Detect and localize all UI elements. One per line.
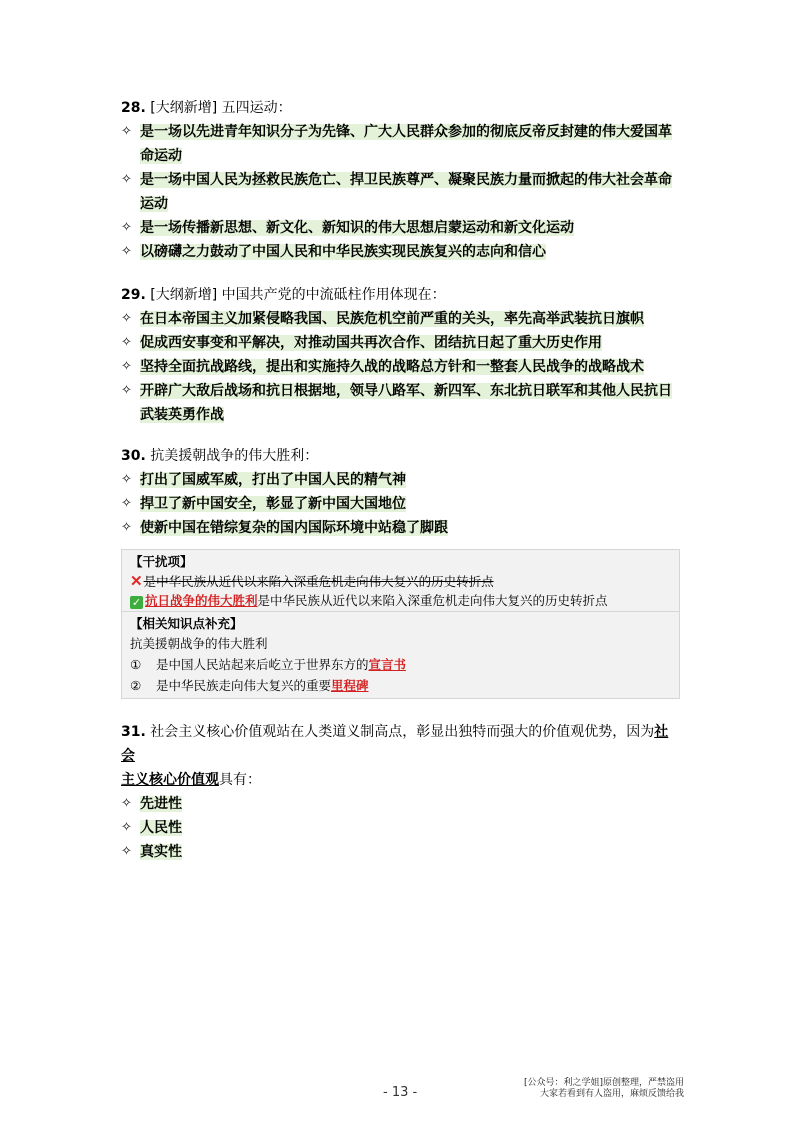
list-item: ✧ 在日本帝国主义加紧侵略我国、民族危机空前严重的关头，率先高举武装抗日旗帜 [121, 307, 681, 331]
diamond-star-icon: ✧ [121, 359, 132, 374]
list-item: ✧ 人民性 [121, 816, 681, 840]
related-subject: 抗美援朝战争的伟大胜利 [130, 636, 268, 651]
list-item: ✧ 促成西安事变和平解决，对推动国共再次合作、团结抗日起了重大历史作用 [121, 331, 681, 355]
cross-icon: ✕ [130, 572, 143, 590]
note-box [121, 549, 680, 699]
diamond-star-icon: ✧ [121, 335, 132, 350]
distractor-heading: 【干扰项】 [130, 554, 193, 569]
list-item: ✧ 是一场传播新思想、新文化、新知识的伟大思想启蒙运动和新文化运动 [121, 216, 681, 240]
diamond-star-icon: ✧ [121, 496, 132, 511]
question-31 [121, 720, 681, 864]
question-31-title: 31. 社会主义核心价值观站在人类道义制高点，彰显出独特而强大的价值观优势，因为社会 主义核心价值观具有： [121, 724, 669, 788]
diamond-star-icon: ✧ [121, 124, 132, 139]
list-item: ✧ 以磅礴之力鼓动了中国人民和中华民族实现民族复兴的志向和信心 [121, 240, 681, 264]
question-29-title: 29. [大纲新增] 中国共产党的中流砥柱作用体现在： [121, 287, 446, 303]
question-28 [121, 96, 681, 264]
diamond-star-icon: ✧ [121, 844, 132, 859]
list-item: ✧ 真实性 [121, 840, 681, 864]
diamond-star-icon: ✧ [121, 244, 132, 259]
copyright-note: [公众号：利之学姐]原创整理，严禁盗用 大家若看到有人盗用，麻烦反馈给我 [523, 1078, 684, 1099]
correct-statement: ✓ 抗日战争的伟大胜利是中华民族从近代以来陷入深重危机走向伟大复兴的历史转折点 [131, 593, 608, 609]
list-item: ✧ 是一场中国人民为拯救民族危亡、捍卫民族尊严、凝聚民族力量而掀起的伟大社会革命 [121, 168, 681, 192]
diamond-star-icon: ✧ [121, 472, 132, 487]
list-item-continuation: 命运动 [140, 148, 182, 164]
diamond-star-icon: ✧ [121, 172, 132, 187]
list-item: ✧ 捍卫了新中国安全，彰显了新中国大国地位 [121, 492, 681, 516]
diamond-star-icon: ✧ [121, 520, 132, 535]
divider [122, 611, 679, 612]
check-icon: ✓ [131, 596, 142, 609]
question-29 [121, 283, 681, 427]
question-28-title: 28. [大纲新增] 五四运动： [121, 100, 292, 116]
related-point-2: ② 是中华民族走向伟大复兴的重要里程碑 [130, 678, 369, 693]
list-item-continuation: 武装英勇作战 [140, 407, 224, 423]
diamond-star-icon: ✧ [121, 311, 132, 326]
page-number: - 13 - [383, 1085, 418, 1100]
diamond-star-icon: ✧ [121, 820, 132, 835]
diamond-star-icon: ✧ [121, 220, 132, 235]
wrong-statement: ✕是中华民族从近代以来陷入深重危机走向伟大复兴的历史转折点 [130, 572, 494, 590]
list-item: ✧ 开辟广大敌后战场和抗日根据地，领导八路军、新四军、东北抗日联军和其他人民抗日 [121, 379, 681, 403]
question-30-title: 30. 抗美援朝战争的伟大胜利： [121, 448, 319, 464]
list-item-continuation: 运动 [140, 196, 168, 212]
list-item: ✧ 坚持全面抗战路线，提出和实施持久战的战略总方针和一整套人民战争的战略战术 [121, 355, 681, 379]
list-item: ✧ 是一场以先进青年知识分子为先锋、广大人民群众参加的彻底反帝反封建的伟大爱国革 [121, 120, 681, 144]
list-item: ✧ 使新中国在错综复杂的国内国际环境中站稳了脚跟 [121, 516, 681, 540]
related-point-1: ① 是中国人民站起来后屹立于世界东方的宣言书 [130, 657, 406, 672]
list-item: ✧ 先进性 [121, 792, 681, 816]
list-item: ✧ 打出了国威军威，打出了中国人民的精气神 [121, 468, 681, 492]
related-heading: 【相关知识点补充】 [130, 616, 243, 631]
diamond-star-icon: ✧ [121, 383, 132, 398]
diamond-star-icon: ✧ [121, 796, 132, 811]
question-30 [121, 444, 681, 540]
